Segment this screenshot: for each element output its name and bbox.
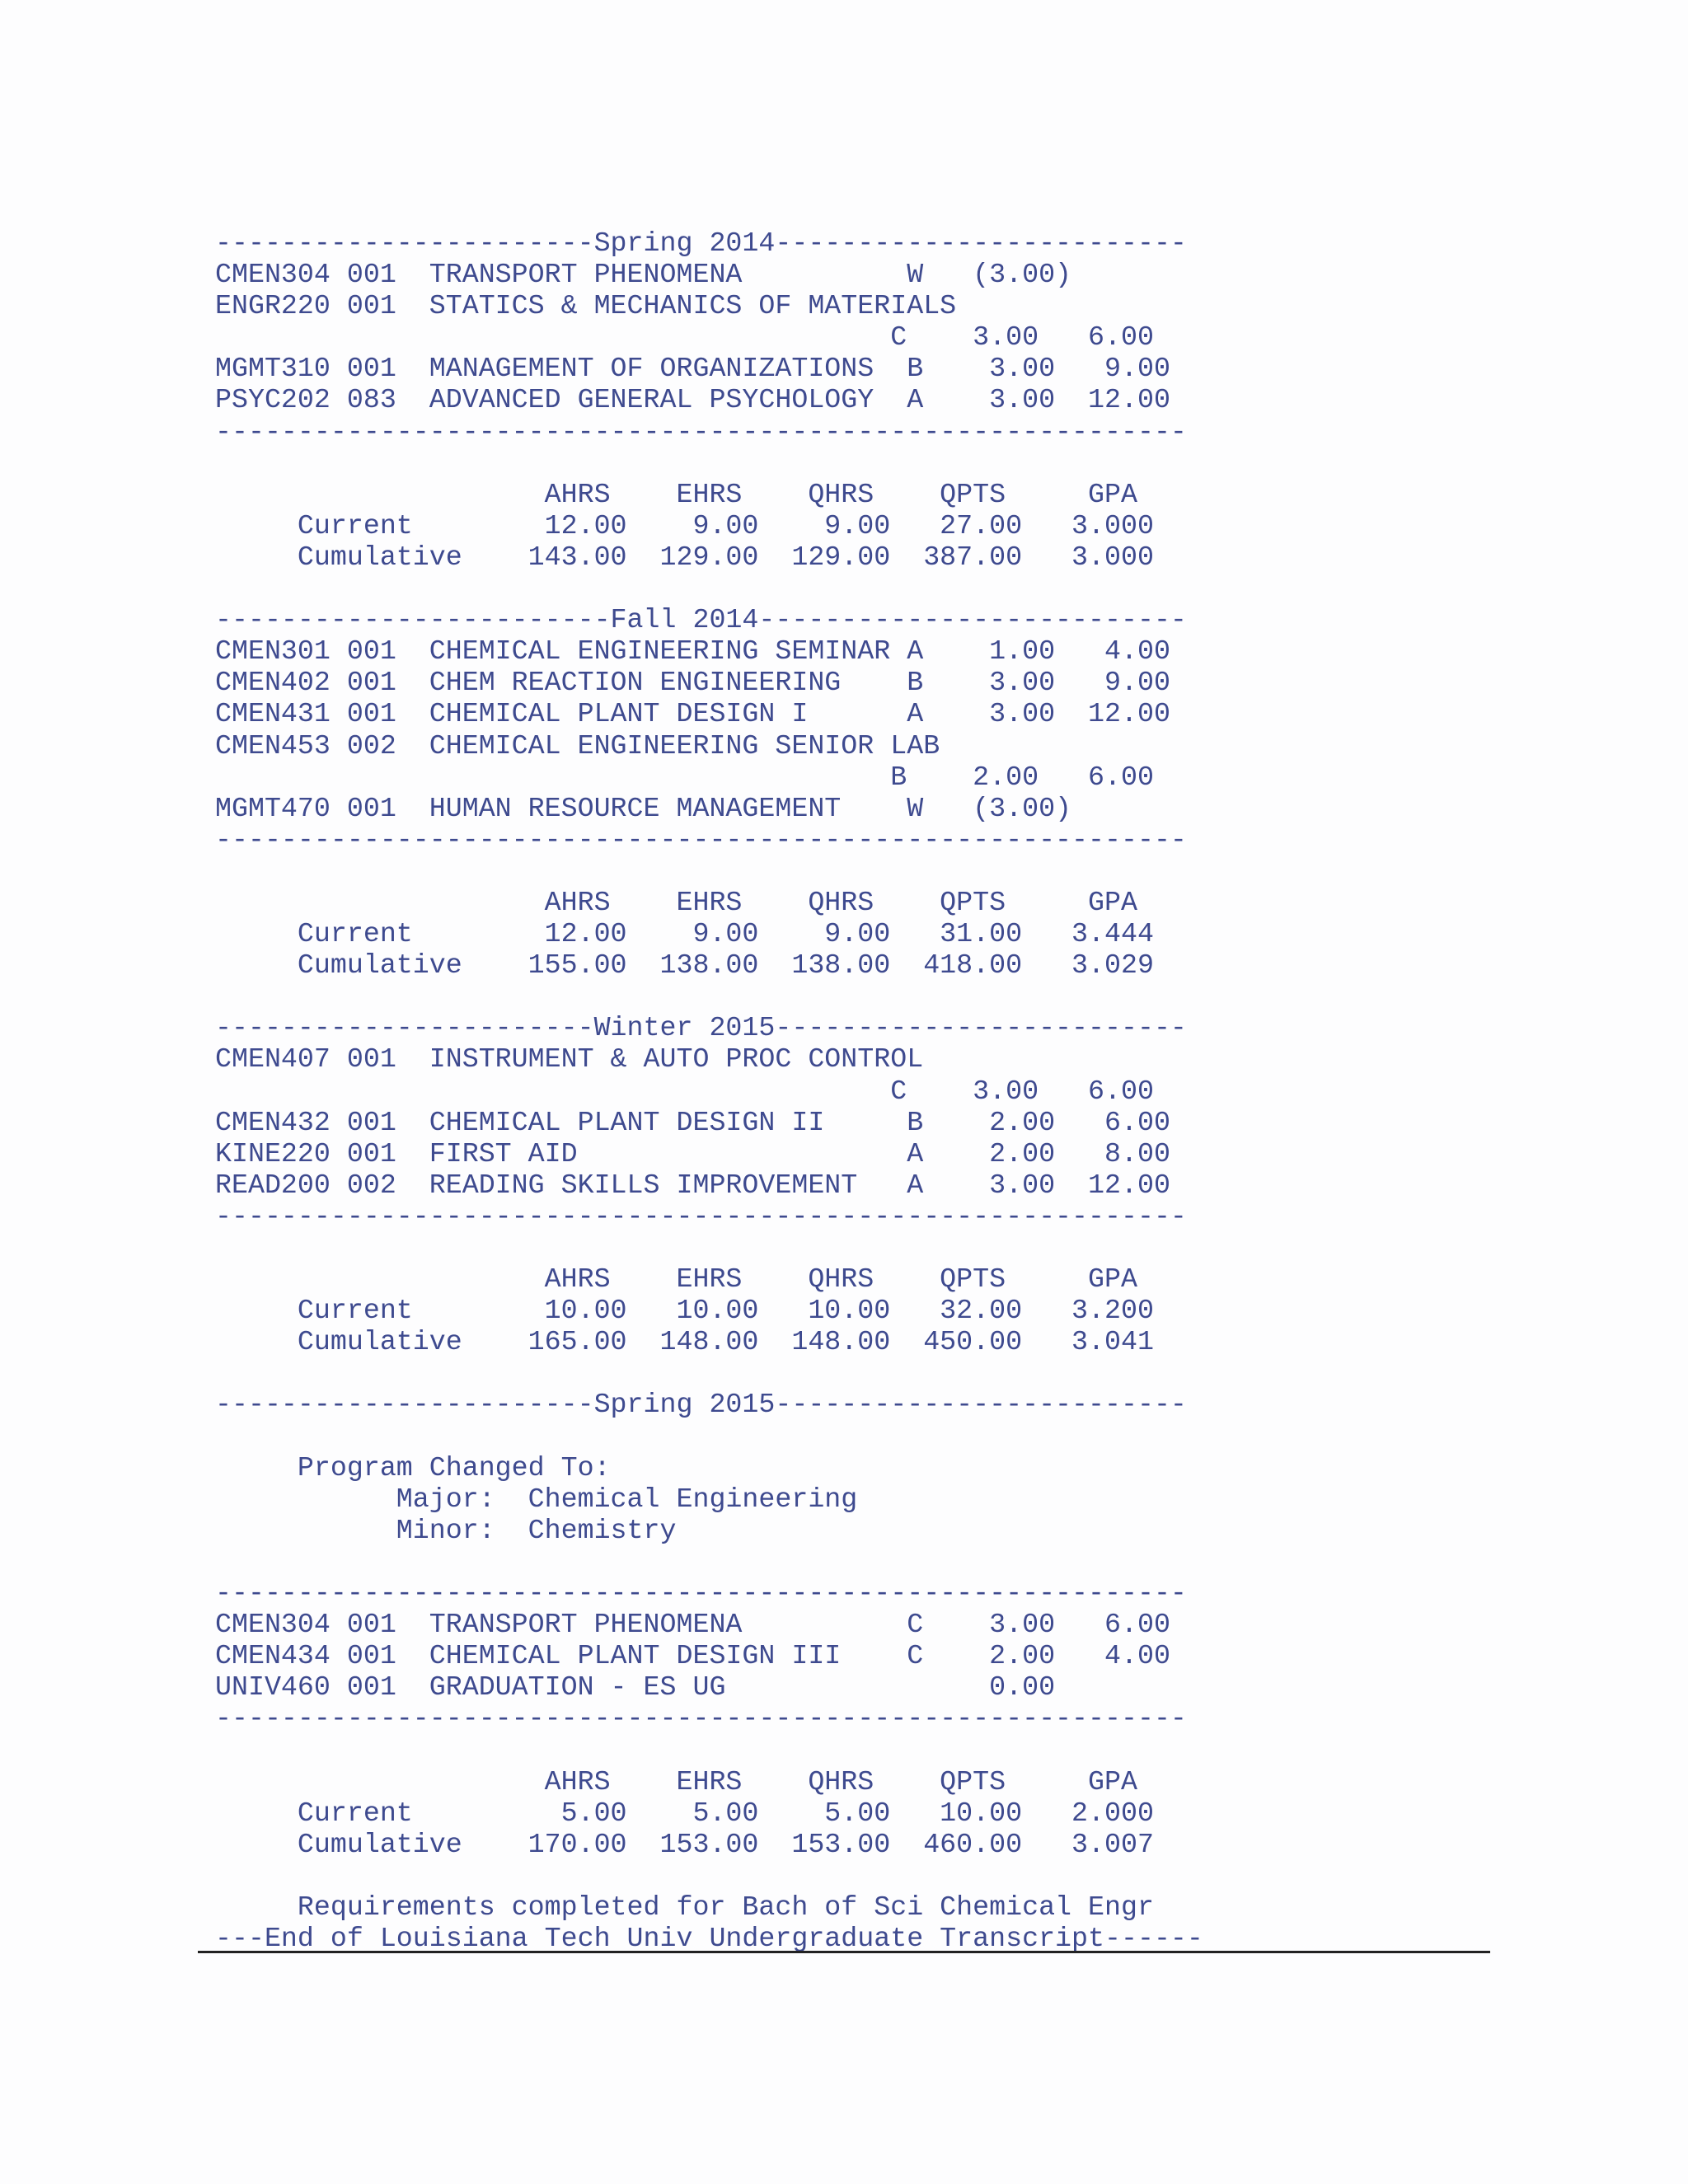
transcript-line: CMEN434 001 CHEMICAL PLANT DESIGN III C 2.00 4.00: [215, 1640, 1170, 1672]
transcript-line: [215, 1421, 1203, 1452]
transcript-line: -----------------------------------------------------------: [215, 1703, 1187, 1735]
transcript-line: UNIV460 001 GRADUATION - ES UG 0.00: [215, 1671, 1056, 1704]
transcript-line: CMEN432 001 CHEMICAL PLANT DESIGN II B 2.00 6.00: [215, 1106, 1170, 1138]
transcript-line: CMEN402 001 CHEM REACTION ENGINEERING B 3.00 9.00: [215, 667, 1170, 699]
transcript-line: CMEN304 001 TRANSPORT PHENOMENA W (3.00): [215, 259, 1072, 291]
transcript-line: Major: Chemical Engineering: [215, 1483, 858, 1515]
transcript-line: READ200 002 READING SKILLS IMPROVEMENT A 3.00 12.00: [215, 1169, 1170, 1201]
transcript-line: [215, 1357, 1203, 1389]
transcript-line: Cumulative 165.00 148.00 148.00 450.00 3.041: [215, 1326, 1154, 1358]
transcript-line: -----------------------------------------------------------: [215, 823, 1187, 855]
transcript-line: [215, 1735, 1203, 1766]
transcript-line: Current 10.00 10.00 10.00 32.00 3.200: [215, 1295, 1154, 1327]
transcript-line: Cumulative 155.00 138.00 138.00 418.00 3.029: [215, 949, 1154, 982]
transcript-line: CMEN431 001 CHEMICAL PLANT DESIGN I A 3.00 12.00: [215, 698, 1170, 730]
transcript-line: Cumulative 143.00 129.00 129.00 387.00 3.000: [215, 541, 1154, 573]
transcript-line: [215, 1860, 1203, 1891]
transcript-line: -----------------------Spring 2015-------------------------: [215, 1389, 1187, 1421]
transcript-line: CMEN304 001 TRANSPORT PHENOMENA C 3.00 6.00: [215, 1609, 1170, 1641]
transcript-line: [215, 1232, 1203, 1263]
transcript-line: Current 12.00 9.00 9.00 31.00 3.444: [215, 918, 1154, 950]
transcript-line: [215, 855, 1203, 887]
transcript-line: [215, 573, 1203, 604]
transcript-line: [215, 448, 1203, 479]
transcript-line: ---End of Louisiana Tech Univ Undergraduate Transcript------: [215, 1923, 1203, 1955]
transcript-line: AHRS EHRS QHRS QPTS GPA: [215, 1263, 1137, 1296]
transcript-line: CMEN407 001 INSTRUMENT & AUTO PROC CONTROL: [215, 1043, 924, 1076]
transcript-line: Program Changed To:: [215, 1451, 611, 1483]
transcript-line: -----------------------Winter 2015-------------------------: [215, 1012, 1187, 1044]
transcript-line: Cumulative 170.00 153.00 153.00 460.00 3.007: [215, 1828, 1154, 1860]
transcript-line: AHRS EHRS QHRS QPTS GPA: [215, 886, 1137, 918]
transcript-line: C 3.00 6.00: [215, 321, 1154, 354]
transcript-line: AHRS EHRS QHRS QPTS GPA: [215, 1765, 1137, 1797]
transcript-line: PSYC202 083 ADVANCED GENERAL PSYCHOLOGY A 3.00 12.00: [215, 384, 1170, 416]
transcript-line: MGMT470 001 HUMAN RESOURCE MANAGEMENT W (3.00): [215, 792, 1072, 824]
transcript-line: AHRS EHRS QHRS QPTS GPA: [215, 478, 1137, 510]
transcript-line: Current 12.00 9.00 9.00 27.00 3.000: [215, 509, 1154, 541]
transcript-line: ENGR220 001 STATICS & MECHANICS OF MATERIALS: [215, 290, 957, 322]
transcript-line: -----------------------------------------------------------: [215, 1577, 1187, 1610]
transcript-line: Minor: Chemistry: [215, 1514, 677, 1546]
transcript-line: [215, 981, 1203, 1012]
transcript-line: KINE220 001 FIRST AID A 2.00 8.00: [215, 1137, 1170, 1169]
transcript-line: ------------------------Fall 2014--------------------------: [215, 604, 1187, 636]
transcript-line: CMEN301 001 CHEMICAL ENGINEERING SEMINAR A 1.00 4.00: [215, 635, 1170, 668]
transcript-line: -----------------------------------------------------------: [215, 415, 1187, 448]
transcript-line: [215, 1546, 1203, 1577]
transcript-line: -----------------------Spring 2014-------------------------: [215, 227, 1187, 259]
end-rule: [198, 1951, 1490, 1953]
transcript-line: CMEN453 002 CHEMICAL ENGINEERING SENIOR LAB: [215, 729, 940, 762]
transcript-line: Current 5.00 5.00 5.00 10.00 2.000: [215, 1797, 1154, 1829]
transcript-line: -----------------------------------------------------------: [215, 1200, 1187, 1232]
transcript-line: MGMT310 001 MANAGEMENT OF ORGANIZATIONS B 3.00 9.00: [215, 353, 1170, 385]
transcript-line: Requirements completed for Bach of Sci Chemical Engr: [215, 1891, 1154, 1923]
transcript-line: C 3.00 6.00: [215, 1075, 1154, 1107]
transcript-line: B 2.00 6.00: [215, 761, 1154, 793]
transcript-text: [215, 227, 1203, 1954]
